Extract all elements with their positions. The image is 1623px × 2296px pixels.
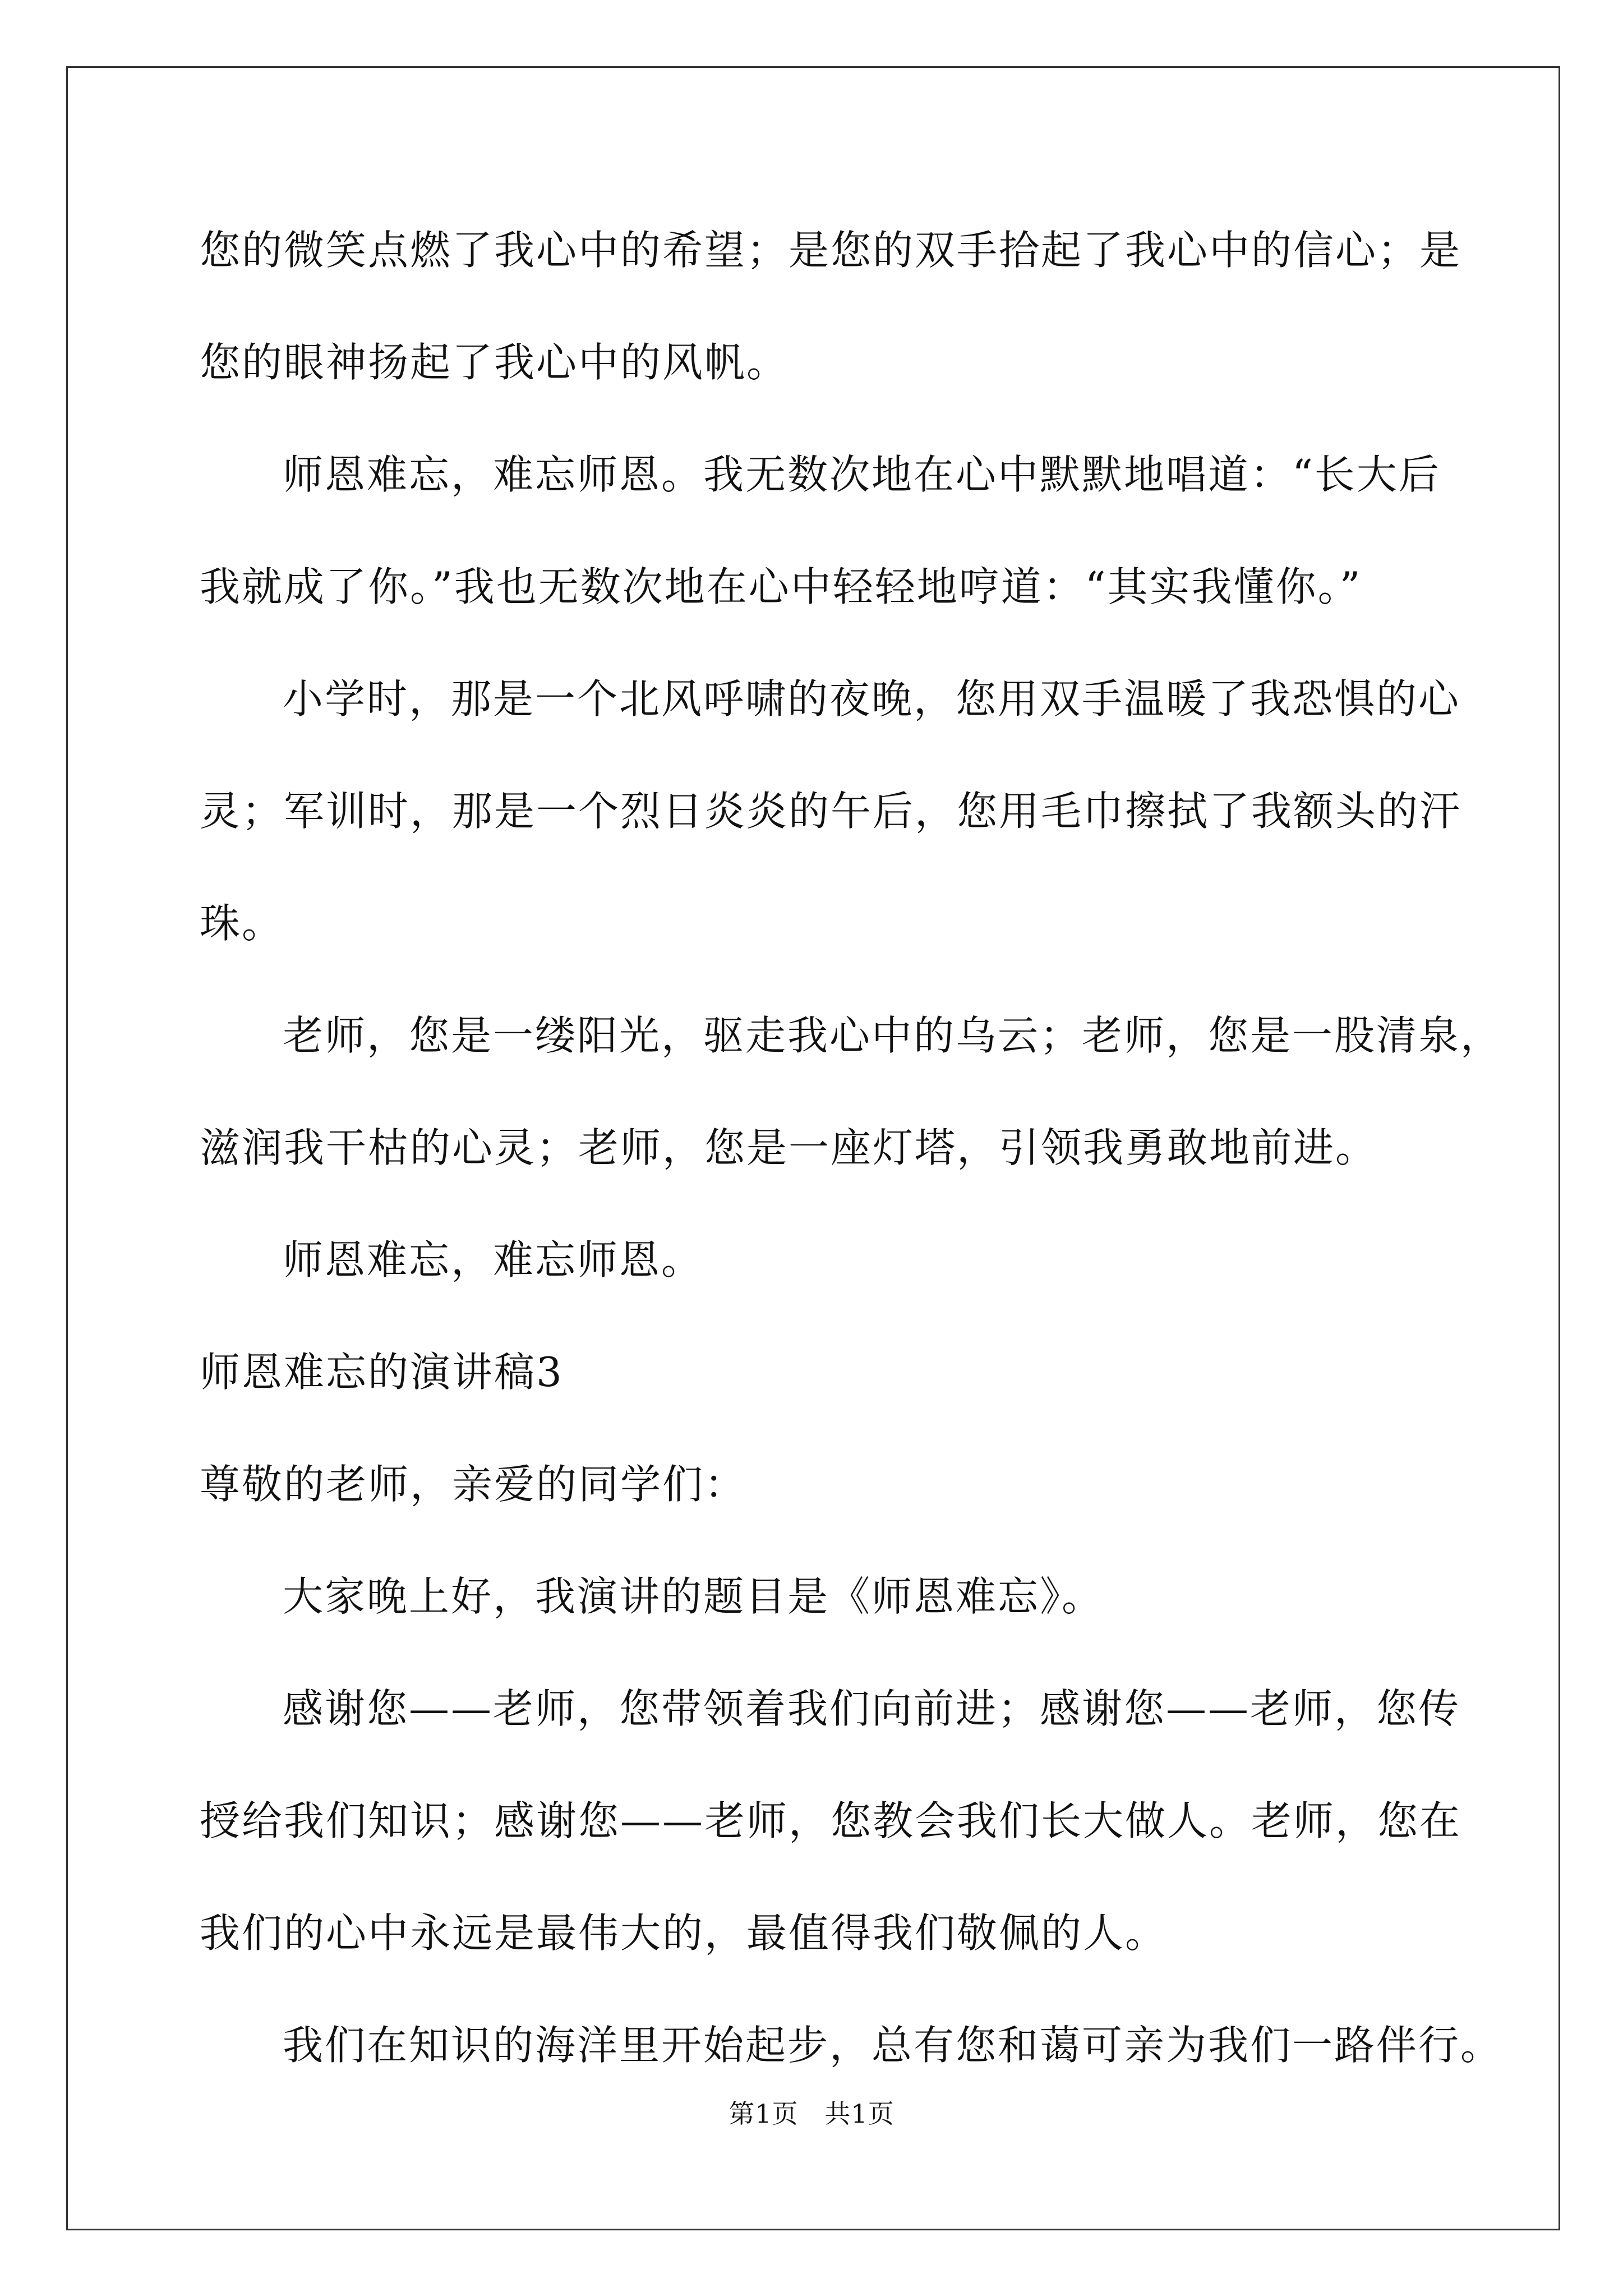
text-line: 老师，您是一缕阳光，驱走我心中的乌云；老师，您是一股清泉， bbox=[283, 1012, 1503, 1059]
text-line: 您的微笑点燃了我心中的希望；是您的双手拾起了我心中的信心；是 bbox=[200, 227, 1462, 274]
text-line: 师恩难忘，难忘师恩。我无数次地在心中默默地唱道：“长大后 bbox=[283, 451, 1441, 498]
text-line: 您的眼神扬起了我心中的风帆。 bbox=[200, 339, 789, 386]
salutation: 尊敬的老师，亲爱的同学们： bbox=[200, 1461, 747, 1508]
text-line: 珠。 bbox=[200, 900, 284, 947]
text-line: 我就成了你。”我也无数次地在心中轻轻地哼道：“其实我懂你。” bbox=[200, 563, 1362, 610]
text-line: 感谢您——老师，您带领着我们向前进；感谢您——老师，您传 bbox=[283, 1685, 1461, 1732]
text-line: 小学时，那是一个北风呼啸的夜晚，您用双手温暖了我恐惧的心 bbox=[283, 675, 1461, 723]
text-line: 我们的心中永远是最伟大的，最值得我们敬佩的人。 bbox=[200, 1910, 1168, 1957]
text-line: 师恩难忘，难忘师恩。 bbox=[283, 1236, 704, 1283]
text-line: 授给我们知识；感谢您——老师，您教会我们长大做人。老师，您在 bbox=[200, 1797, 1462, 1844]
text-line: 大家晚上好，我演讲的题目是《师恩难忘》。 bbox=[283, 1573, 1104, 1620]
text-line: 灵；军训时，那是一个烈日炎炎的午后，您用毛巾擦拭了我额头的汗 bbox=[200, 788, 1462, 835]
text-line: 我们在知识的海洋里开始起步，总有您和蔼可亲为我们一路伴行。 bbox=[283, 2022, 1503, 2069]
text-line: 滋润我干枯的心灵；老师，您是一座灯塔，引领我勇敢地前进。 bbox=[200, 1124, 1378, 1171]
section-heading: 师恩难忘的演讲稿3 bbox=[200, 1349, 564, 1396]
page-number-footer: 第1页 共1页 bbox=[728, 2099, 895, 2129]
